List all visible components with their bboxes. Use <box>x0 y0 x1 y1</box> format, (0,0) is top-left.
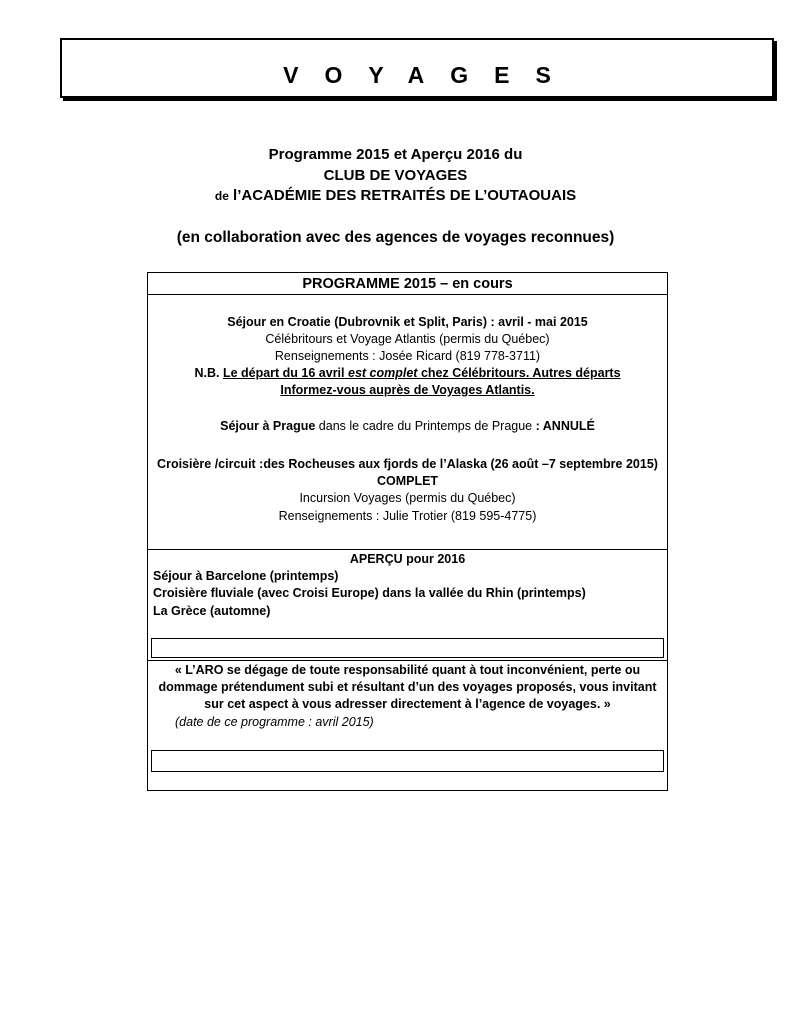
intro-line-2: CLUB DE VOYAGES <box>323 167 468 184</box>
page-title: VOYAGES <box>283 61 577 88</box>
nb-part2: chez Célébritours. Autres départs <box>420 366 621 380</box>
apercu-item: Séjour à Barcelone (printemps) <box>153 569 339 583</box>
apercu-item: Croisière fluviale (avec Croisi Europe) dans la vallée du Rhin (printemps) <box>153 586 586 600</box>
nb-italic: est complet <box>348 366 418 380</box>
disclaimer-line-1: « L’ARO se dégage de toute responsabilité quant à tout inconvénient, perte ou <box>174 663 641 677</box>
divider <box>148 294 667 295</box>
divider <box>148 549 667 550</box>
prague-entry <box>148 419 667 433</box>
disclaimer-line-2: dommage prétendument subi et résultant d’un des voyages proposés, vous invitant <box>158 680 657 694</box>
programme-date: (date de ce programme : avril 2015) <box>175 715 374 729</box>
disclaimer-line-3: sur cet aspect à vous adresser directement à l’agence de voyages. » <box>204 697 611 711</box>
croatie-info: Renseignements : Josée Ricard (819 778-3711) <box>274 349 541 363</box>
intro-line-3-main: l’ACADÉMIE DES RETRAITÉS DE L’OUTAOUAIS <box>233 187 577 204</box>
croatie-title: Séjour en Croatie (Dubrovnik et Split, Paris) : avril - mai 2015 <box>227 315 588 329</box>
intro-line-3 <box>0 187 791 204</box>
empty-row <box>151 638 664 658</box>
apercu-item: La Grèce (automne) <box>153 604 271 618</box>
intro-line-3-prefix: de <box>214 189 229 203</box>
apercu-heading: APERÇU pour 2016 <box>349 552 466 566</box>
programme-table <box>147 272 668 791</box>
nb-part1: Le départ du 16 avril <box>222 366 345 380</box>
title-banner <box>60 38 774 98</box>
intro-line-1: Programme 2015 et Aperçu 2016 du <box>268 146 523 163</box>
collaboration-note: (en collaboration avec des agences de voyages reconnues) <box>176 229 615 246</box>
alaska-title: Croisière /circuit :des Rocheuses aux fjords de l’Alaska (26 août –7 septembre 2015) <box>157 457 658 471</box>
alaska-status: COMPLET <box>376 474 439 488</box>
prague-title: Séjour à Prague <box>220 419 316 433</box>
croatie-agency: Célébritours et Voyage Atlantis (permis du Québec) <box>265 332 550 346</box>
alaska-info: Renseignements : Julie Trotier (819 595-4775) <box>278 509 537 523</box>
prague-status: : ANNULÉ <box>535 419 595 433</box>
programme-heading: PROGRAMME 2015 – en cours <box>302 276 513 292</box>
alaska-agency: Incursion Voyages (permis du Québec) <box>299 491 516 505</box>
nb-prefix: N.B. <box>194 366 220 380</box>
croatie-note-line2: Informez-vous auprès de Voyages Atlantis. <box>280 383 535 397</box>
prague-middle: dans le cadre du Printemps de Prague <box>318 419 533 433</box>
divider <box>148 660 667 661</box>
empty-row <box>151 750 664 772</box>
croatie-note <box>148 366 667 380</box>
